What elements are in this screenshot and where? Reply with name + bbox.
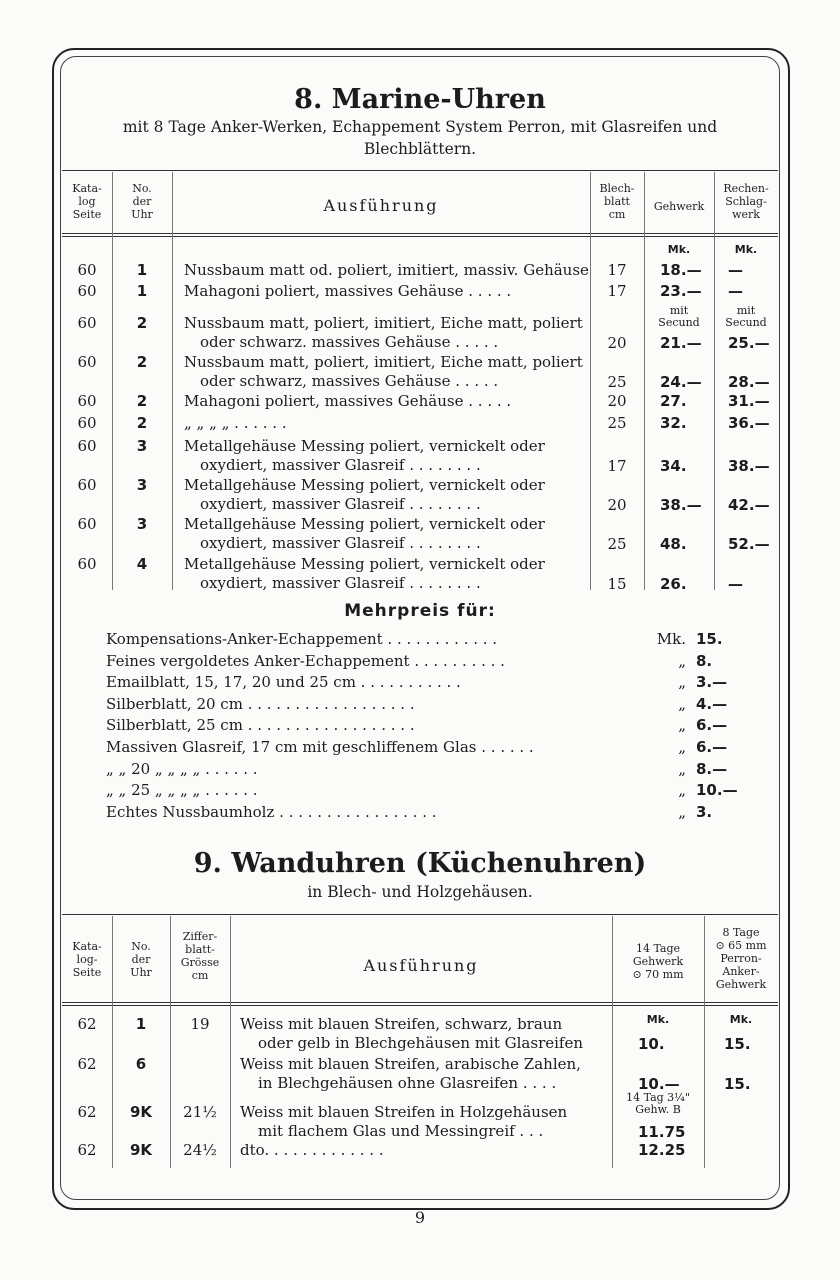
t9-desc-line2: in Blechgehäusen ohne Glasreifen . . . . (258, 1074, 557, 1092)
t8-header-gehwerk: Gehwerk (653, 200, 705, 213)
t8-nr: 2 (136, 392, 148, 410)
t8-seite: 60 (77, 476, 97, 494)
mehrpreis-item-price: 3.— (696, 673, 728, 692)
section8-subtitle-line1: mit 8 Tage Anker-Werken, Echappement System Perron, mit Glasreifen und (122, 118, 718, 136)
t8-rech: — (728, 575, 743, 593)
t8-blech: 20 (607, 496, 627, 514)
page-number: 9 (414, 1208, 426, 1227)
t8-desc-line2: oder schwarz. massives Gehäuse . . . . . (200, 333, 499, 351)
mehrpreis-item-label: Echtes Nussbaumholz . . . . . . . . . . . . . . . . . (106, 802, 437, 821)
t9-nr: 9K (129, 1141, 153, 1159)
t8-desc-line2: oxydiert, massiver Glasreif . . . . . . . . (200, 495, 481, 513)
t8-desc-line2: oxydiert, massiver Glasreif . . . . . . . . (200, 534, 481, 552)
t8-rech: 42.— (728, 496, 770, 514)
t8-desc-line1: Mahagoni poliert, massives Gehäuse . . . . . (184, 282, 512, 300)
table9-top-rule (62, 914, 778, 915)
t9-nr: 1 (135, 1015, 147, 1033)
t8-nr: 3 (136, 515, 148, 533)
mehrpreis-item-price: 8. (696, 651, 713, 670)
table8-header-rule (62, 233, 778, 234)
mehrpreis-item-prefix: „ (678, 694, 686, 713)
t8-nr: 2 (136, 353, 148, 371)
t8-blech: 17 (607, 457, 627, 475)
t8-rech: 25.— (728, 334, 770, 352)
t9-price-14: 11.75 (638, 1123, 686, 1141)
t8-desc-line1: Nussbaum matt, poliert, imitiert, Eiche matt, poliert (184, 314, 583, 332)
t8-rech: 52.— (728, 535, 770, 553)
t9-desc-line1: dto. . . . . . . . . . . . . (240, 1141, 384, 1159)
t8-nr: 3 (136, 476, 148, 494)
t8-rech: — (728, 282, 743, 300)
t9-ziffer: 24½ (183, 1141, 217, 1159)
mehrpreis-item-label: Feines vergoldetes Anker-Echappement . . . . . . . . . . (106, 651, 505, 670)
t9-seite: 62 (77, 1103, 97, 1121)
t8-seite: 60 (77, 353, 97, 371)
t9-desc-line1: Weiss mit blauen Streifen in Holzgehäusen (240, 1103, 568, 1121)
mehrpreis-item-price: 4.— (696, 694, 728, 713)
t8-rech: 38.— (728, 457, 770, 475)
mehrpreis-item-prefix: „ (678, 651, 686, 670)
t9-price-14: 10.— (638, 1075, 680, 1093)
t8-blech: 25 (607, 414, 627, 432)
t8-seite: 60 (77, 437, 97, 455)
t8-col-div4 (644, 172, 645, 590)
mehrpreis-item-label: Silberblatt, 20 cm . . . . . . . . . . . . . . . . . . (106, 694, 415, 713)
table8-top-rule (62, 170, 778, 171)
t8-desc-line1: Nussbaum matt, poliert, imitiert, Eiche matt, poliert (184, 353, 583, 371)
t9-header-nr: No. der Uhr (130, 940, 152, 979)
section9-title: 9. Wanduhren (Küchenuhren) (193, 848, 647, 879)
t8-desc-line1: Metallgehäuse Messing poliert, vernickelt oder (184, 555, 545, 573)
t8-seite: 60 (77, 314, 97, 332)
t8-geh: 24.— (660, 373, 702, 391)
table8-header-rule2 (62, 236, 778, 237)
t9-ziffer: 19 (190, 1015, 210, 1033)
t9-nr: 9K (129, 1103, 153, 1121)
t8-desc-line2: oxydiert, massiver Glasreif . . . . . . . . (200, 574, 481, 592)
mehrpreis-item-label: Silberblatt, 25 cm . . . . . . . . . . . . . . . . . . (106, 716, 415, 735)
mehrpreis-item-prefix: „ (678, 802, 686, 821)
t8-blech: 25 (607, 373, 627, 391)
t9-col-div3 (230, 916, 231, 1168)
t8-desc-line1: „ „ „ „ . . . . . . (184, 414, 287, 432)
t8-blech: 15 (607, 575, 627, 593)
mehrpreis-item-prefix: „ (678, 781, 686, 800)
t9-desc-line1: Weiss mit blauen Streifen, schwarz, braun (240, 1015, 563, 1033)
mehrpreis-item-label: Kompensations-Anker-Echappement . . . . . . . . . . . . (106, 630, 498, 648)
t9-unit-8: Mk. (729, 1013, 753, 1026)
t8-unit-geh: Mk. (667, 243, 691, 256)
t8-blech: 17 (607, 282, 627, 300)
t9-desc-line2: oder gelb in Blechgehäusen mit Glasreifen (258, 1034, 583, 1052)
t8-nr: 2 (136, 314, 148, 332)
t8-col-div5 (714, 172, 715, 590)
t9-seite: 62 (77, 1055, 97, 1073)
t8-seite: 60 (77, 392, 97, 410)
t8-desc-line1: Metallgehäuse Messing poliert, vernickelt oder (184, 437, 545, 455)
t8-desc-line1: Metallgehäuse Messing poliert, vernickelt oder (184, 476, 545, 494)
t8-geh: 34. (660, 457, 687, 475)
mehrpreis-item-price: 6.— (696, 738, 728, 756)
t8-nr: 4 (136, 555, 148, 573)
t9-header-14tage: 14 Tage Gehwerk ⊙ 70 mm (632, 942, 684, 981)
t8-geh: 18.— (660, 261, 702, 279)
t8-mit-secund-geh: mit Secund (658, 304, 700, 329)
t8-nr: 1 (136, 282, 148, 300)
section8-subtitle-line2: Blechblättern. (363, 140, 477, 158)
t8-mit-secund-rech: mit Secund (725, 304, 767, 329)
t9-price-14: 12.25 (638, 1141, 686, 1159)
t8-blech: 20 (607, 392, 627, 410)
t8-geh: 23.— (660, 282, 702, 300)
mehrpreis-item-price: 3. (696, 802, 713, 821)
t8-header-rechen: Rechen- Schlag- werk (723, 182, 769, 221)
t8-nr: 1 (136, 261, 148, 279)
section9-subtitle: in Blech- und Holzgehäusen. (307, 883, 533, 901)
t8-desc-line1: Metallgehäuse Messing poliert, vernickelt oder (184, 515, 545, 533)
mehrpreis-item-prefix: „ (678, 759, 686, 778)
mehrpreis-item-label: „ „ 20 „ „ „ „ . . . . . . (106, 759, 258, 778)
t8-nr: 2 (136, 414, 148, 432)
t9-desc-line1: Weiss mit blauen Streifen, arabische Zahlen, (240, 1055, 581, 1073)
t9-unit-14: Mk. (646, 1013, 670, 1026)
t8-seite: 60 (77, 515, 97, 533)
t9-note-14tag: 14 Tag 3¼" Gehw. B (626, 1091, 690, 1116)
t8-seite: 60 (77, 261, 97, 279)
t9-ziffer: 21½ (183, 1103, 217, 1121)
mehrpreis-title: Mehrpreis für: (344, 601, 496, 621)
t9-price-8: 15. (724, 1035, 751, 1053)
t9-price-8: 15. (724, 1075, 751, 1093)
t9-header-ausfuehrung: Ausführung (363, 956, 479, 975)
t8-blech: 17 (607, 261, 627, 279)
t8-header-blech: Blech- blatt cm (599, 182, 635, 221)
mehrpreis-item-prefix: „ (678, 673, 686, 692)
t8-blech: 25 (607, 535, 627, 553)
t8-rech: 36.— (728, 414, 770, 432)
t8-desc-line1: Mahagoni poliert, massives Gehäuse . . . . . (184, 392, 512, 410)
t8-geh: 48. (660, 535, 687, 553)
t8-rech: — (728, 261, 743, 279)
mehrpreis-item-price: 8.— (696, 759, 728, 778)
t9-header-8tage: 8 Tage ⊙ 65 mm Perron- Anker- Gehwerk (715, 926, 767, 991)
t9-price-14: 10. (638, 1035, 665, 1053)
t8-header-ausfuehrung: Ausführung (323, 196, 439, 215)
t9-nr: 6 (135, 1055, 147, 1073)
t9-seite: 62 (77, 1015, 97, 1033)
mehrpreis-item-prefix: „ (678, 716, 686, 735)
t8-blech: 20 (607, 334, 627, 352)
t8-nr: 3 (136, 437, 148, 455)
mehrpreis-item-label: Massiven Glasreif, 17 cm mit geschliffenem Glas . . . . . . (106, 738, 534, 756)
mehrpreis-item-price: 15. (696, 630, 723, 648)
t8-rech: 28.— (728, 373, 770, 391)
t9-seite: 62 (77, 1141, 97, 1159)
t8-geh: 38.— (660, 496, 702, 514)
section8-title: 8. Marine-Uhren (294, 84, 546, 115)
t8-geh: 26. (660, 575, 687, 593)
t8-desc-line2: oxydiert, massiver Glasreif . . . . . . . . (200, 456, 481, 474)
t8-geh: 32. (660, 414, 687, 432)
mehrpreis-item-prefix: Mk. (656, 630, 686, 648)
t8-seite: 60 (77, 414, 97, 432)
t9-header-katalog: Kata- log- Seite (72, 940, 102, 979)
mehrpreis-item-price: 6.— (696, 716, 728, 735)
t8-col-div2 (172, 172, 173, 590)
mehrpreis-item-label: „ „ 25 „ „ „ „ . . . . . . (106, 781, 258, 800)
mehrpreis-item-label: Emailblatt, 15, 17, 20 und 25 cm . . . . . . . . . . . (106, 673, 461, 692)
t8-geh: 21.— (660, 334, 702, 352)
t8-seite: 60 (77, 282, 97, 300)
t9-header-ziffer: Ziffer- blatt- Grösse cm (180, 930, 220, 982)
t8-geh: 27. (660, 392, 687, 410)
t8-rech: 31.— (728, 392, 770, 410)
t8-unit-rech: Mk. (734, 243, 758, 256)
t8-seite: 60 (77, 555, 97, 573)
t8-desc-line2: oder schwarz, massives Gehäuse . . . . . (200, 372, 499, 390)
t8-desc-line1: Nussbaum matt od. poliert, imitiert, massiv. Gehäuse (184, 261, 589, 279)
t9-desc-line2: mit flachem Glas und Messingreif . . . (258, 1122, 544, 1140)
t8-header-katalog: Kata- log Seite (72, 182, 102, 221)
mehrpreis-item-price: 10.— (696, 781, 738, 800)
mehrpreis-item-prefix: „ (678, 738, 686, 756)
t8-header-nr: No. der Uhr (131, 182, 153, 221)
